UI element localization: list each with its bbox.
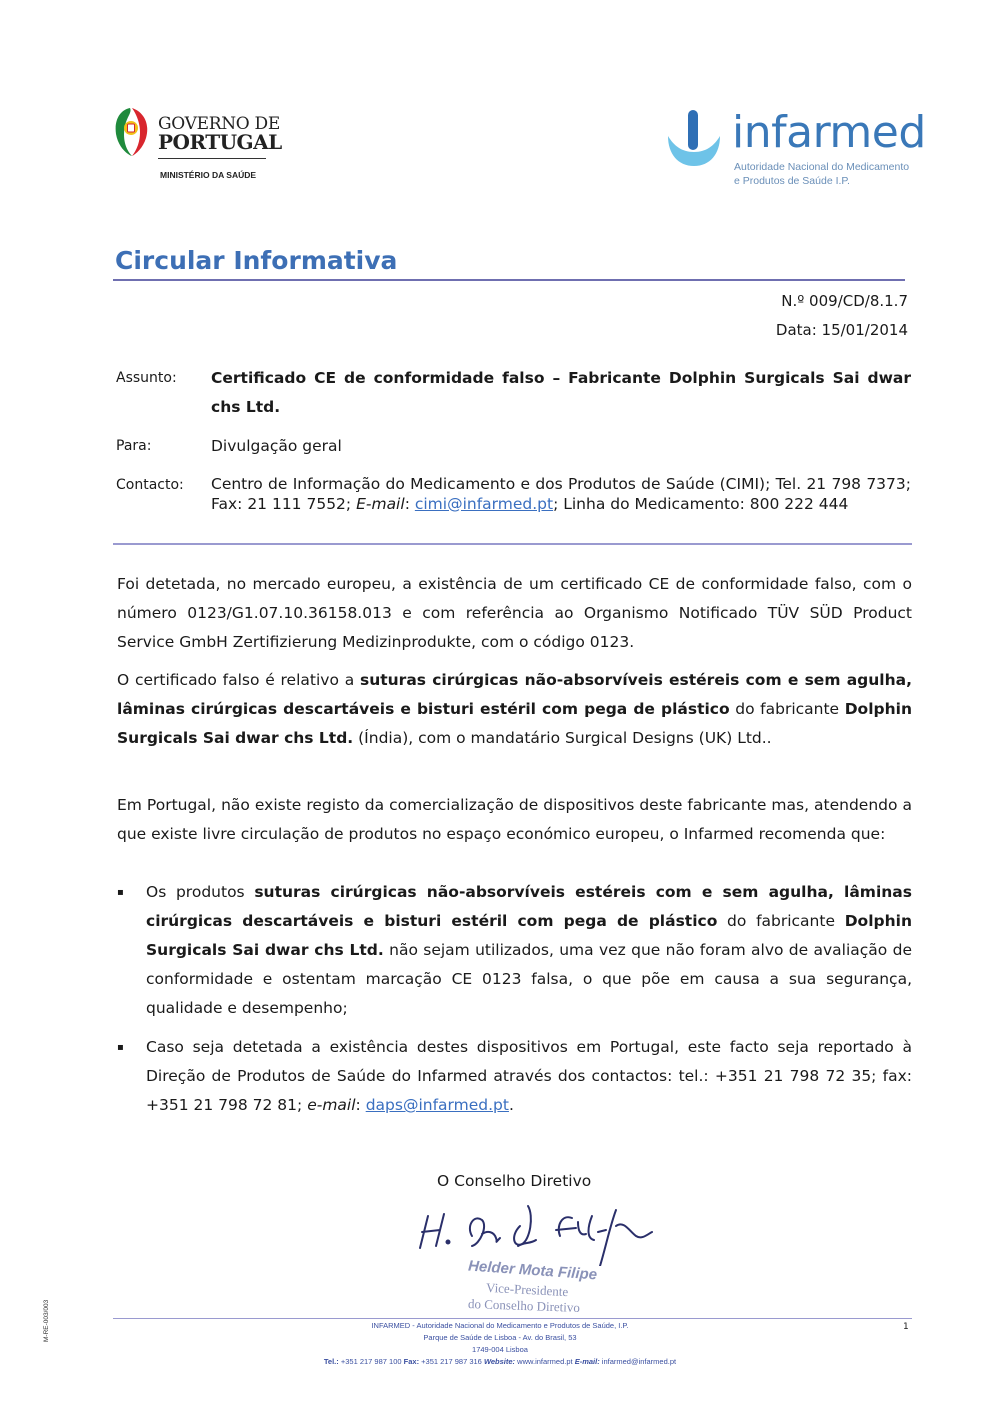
b1-part-e: não sejam utilizados, uma vez que não foram alvo de avaliação de conformidade e ostentam marcação CE 0123 falsa, o que põe em causa a sua segurança, qualidade e desempenho; [146,941,912,1017]
body-paragraph-1: Foi detetada, no mercado europeu, a existência de um certificado CE de conformidade falso, com o número 0123/G1.07.10.36158.013 e com referência ao Organismo Notificado TÜV SÜD Product Service GmbH Zertifizierung Medizinprodukte, com o código 0123. [117,575,912,651]
page-number: 1 [903,1322,909,1332]
p2-manufacturer: Dolphin Surgicals Sai dwar chs Ltd. [117,700,912,747]
recommendation-item-1 [117,878,912,1023]
footer-divider [113,1318,912,1319]
footer-website[interactable]: www.infarmed.pt [517,1357,573,1366]
gov-ministry-label: MINISTÉRIO DA SAÚDE [160,170,257,180]
footer-org: INFARMED - Autoridade Nacional do Medicamento e Produtos de Saúde, I.P. [371,1321,629,1330]
subject-text: Certificado CE de conformidade falso – Fabricante Dolphin Surgicals Sai dwar chs Ltd. [211,369,911,416]
signer-name: Helder Mota Filipe [467,1257,598,1284]
subject-label: Assunto: [116,370,177,386]
p2-products: suturas cirúrgicas não-absorvíveis estéreis com e sem agulha, lâminas cirúrgicas descartáveis e bisturi estéril com pega de plástico [117,671,912,718]
circular-number: N.º 009/CD/8.1.7 [781,292,908,310]
signature-heading: O Conselho Diretivo [437,1172,592,1190]
footer-address: Parque de Saúde de Lisboa - Av. do Brasil, 53 [423,1333,577,1342]
gov-logo-divider [158,158,266,159]
handwritten-signature [410,1196,670,1266]
contact-colon: : [404,494,415,513]
body-paragraph-3: Em Portugal, não existe registo da comercialização de dispositivos deste fabricante mas, atendendo a que existe livre circulação de produtos no espaço económico europeu, o Infarmed recomenda que: [117,796,912,843]
infarmed-wordmark: infarmed [732,107,926,158]
contact-label: Contacto: [116,477,184,493]
signature-block [410,1196,670,1316]
portugal-emblem-icon [110,104,152,158]
bullet-icon: ▪ [117,887,124,898]
to-text: Divulgação geral [211,437,342,455]
signer-department: do Conselho Diretivo [467,1296,581,1315]
footer-fax: +351 217 987 316 [421,1357,482,1366]
gov-logo-line1: GOVERNO DE [158,114,280,134]
gov-logo-line2: PORTUGAL [158,130,282,154]
daps-email-link[interactable]: daps@infarmed.pt [365,1096,509,1114]
contact-text-part1: Centro de Informação do Medicamento e dos Produtos de Saúde (CIMI); Tel. 21 798 7373; Fax: 21 111 7552; [211,475,911,513]
to-label: Para: [116,438,152,454]
footer-tel-label: Tel.: [323,1357,339,1366]
footer-fax-label: Fax: [403,1357,420,1366]
b2-part-a: Caso seja detetada a existência destes dispositivos em Portugal, este facto seja reportado à Direção de Produtos de Saúde do Infarmed através dos contactos: tel.: +351 21 798 72 35; fax: +351 21 798 72 81; [146,1038,912,1114]
b2-email-label: e-mail [307,1096,356,1114]
infarmed-subtitle-line2: e Produtos de Saúde I.P. [734,175,850,187]
contact-text [211,475,911,514]
footer-contacts [200,1356,800,1368]
footer-email-label: E-mail: [574,1357,600,1366]
title-divider [113,279,905,281]
b1-part-c: do fabricante [717,912,845,930]
recommendation-item-2 [117,1033,912,1120]
document-title: Circular Informativa [115,246,398,275]
bullet-icon: ▪ [117,1042,124,1053]
b1-manufacturer: Dolphin Surgicals Sai dwar chs Ltd. [146,912,912,959]
b2-end: . [508,1096,514,1114]
infarmed-subtitle-line1: Autoridade Nacional do Medicamento [734,161,910,173]
b1-part-a: Os produtos [146,883,255,901]
footer-postcode: 1749-004 Lisboa [472,1345,528,1354]
p2-part-c: do fabricante [729,700,845,718]
footer-web-label: Website: [483,1357,516,1366]
body-paragraph-2 [117,666,912,753]
footer-email[interactable]: infarmed@infarmed.pt [601,1357,677,1366]
infarmed-drop-icon [664,106,724,170]
circular-date: Data: 15/01/2014 [775,321,908,339]
header-divider [113,543,912,545]
recommendation-list [117,878,912,1120]
infarmed-logo [664,104,926,194]
contact-email-link[interactable]: cimi@infarmed.pt [414,494,554,513]
form-code: M-RE-003/003 [43,1299,50,1342]
p2-part-a: O certificado falso é relativo a [117,671,360,689]
footer-tel: +351 217 987 100 [340,1357,402,1366]
b2-colon: : [355,1096,366,1114]
b1-products: suturas cirúrgicas não-absorvíveis estéreis com e sem agulha, lâminas cirúrgicas descartáveis e bisturi estéril com pega de plástico [146,883,912,930]
p2-part-e: (Índia), com o mandatário Surgical Designs (UK) Ltd.. [353,729,772,747]
contact-email-label: E-mail [356,494,405,513]
contact-text-part2: ; Linha do Medicamento: 800 222 444 [553,494,849,513]
governo-portugal-logo [110,104,280,184]
signer-role: Vice-Presidente [485,1279,569,1300]
